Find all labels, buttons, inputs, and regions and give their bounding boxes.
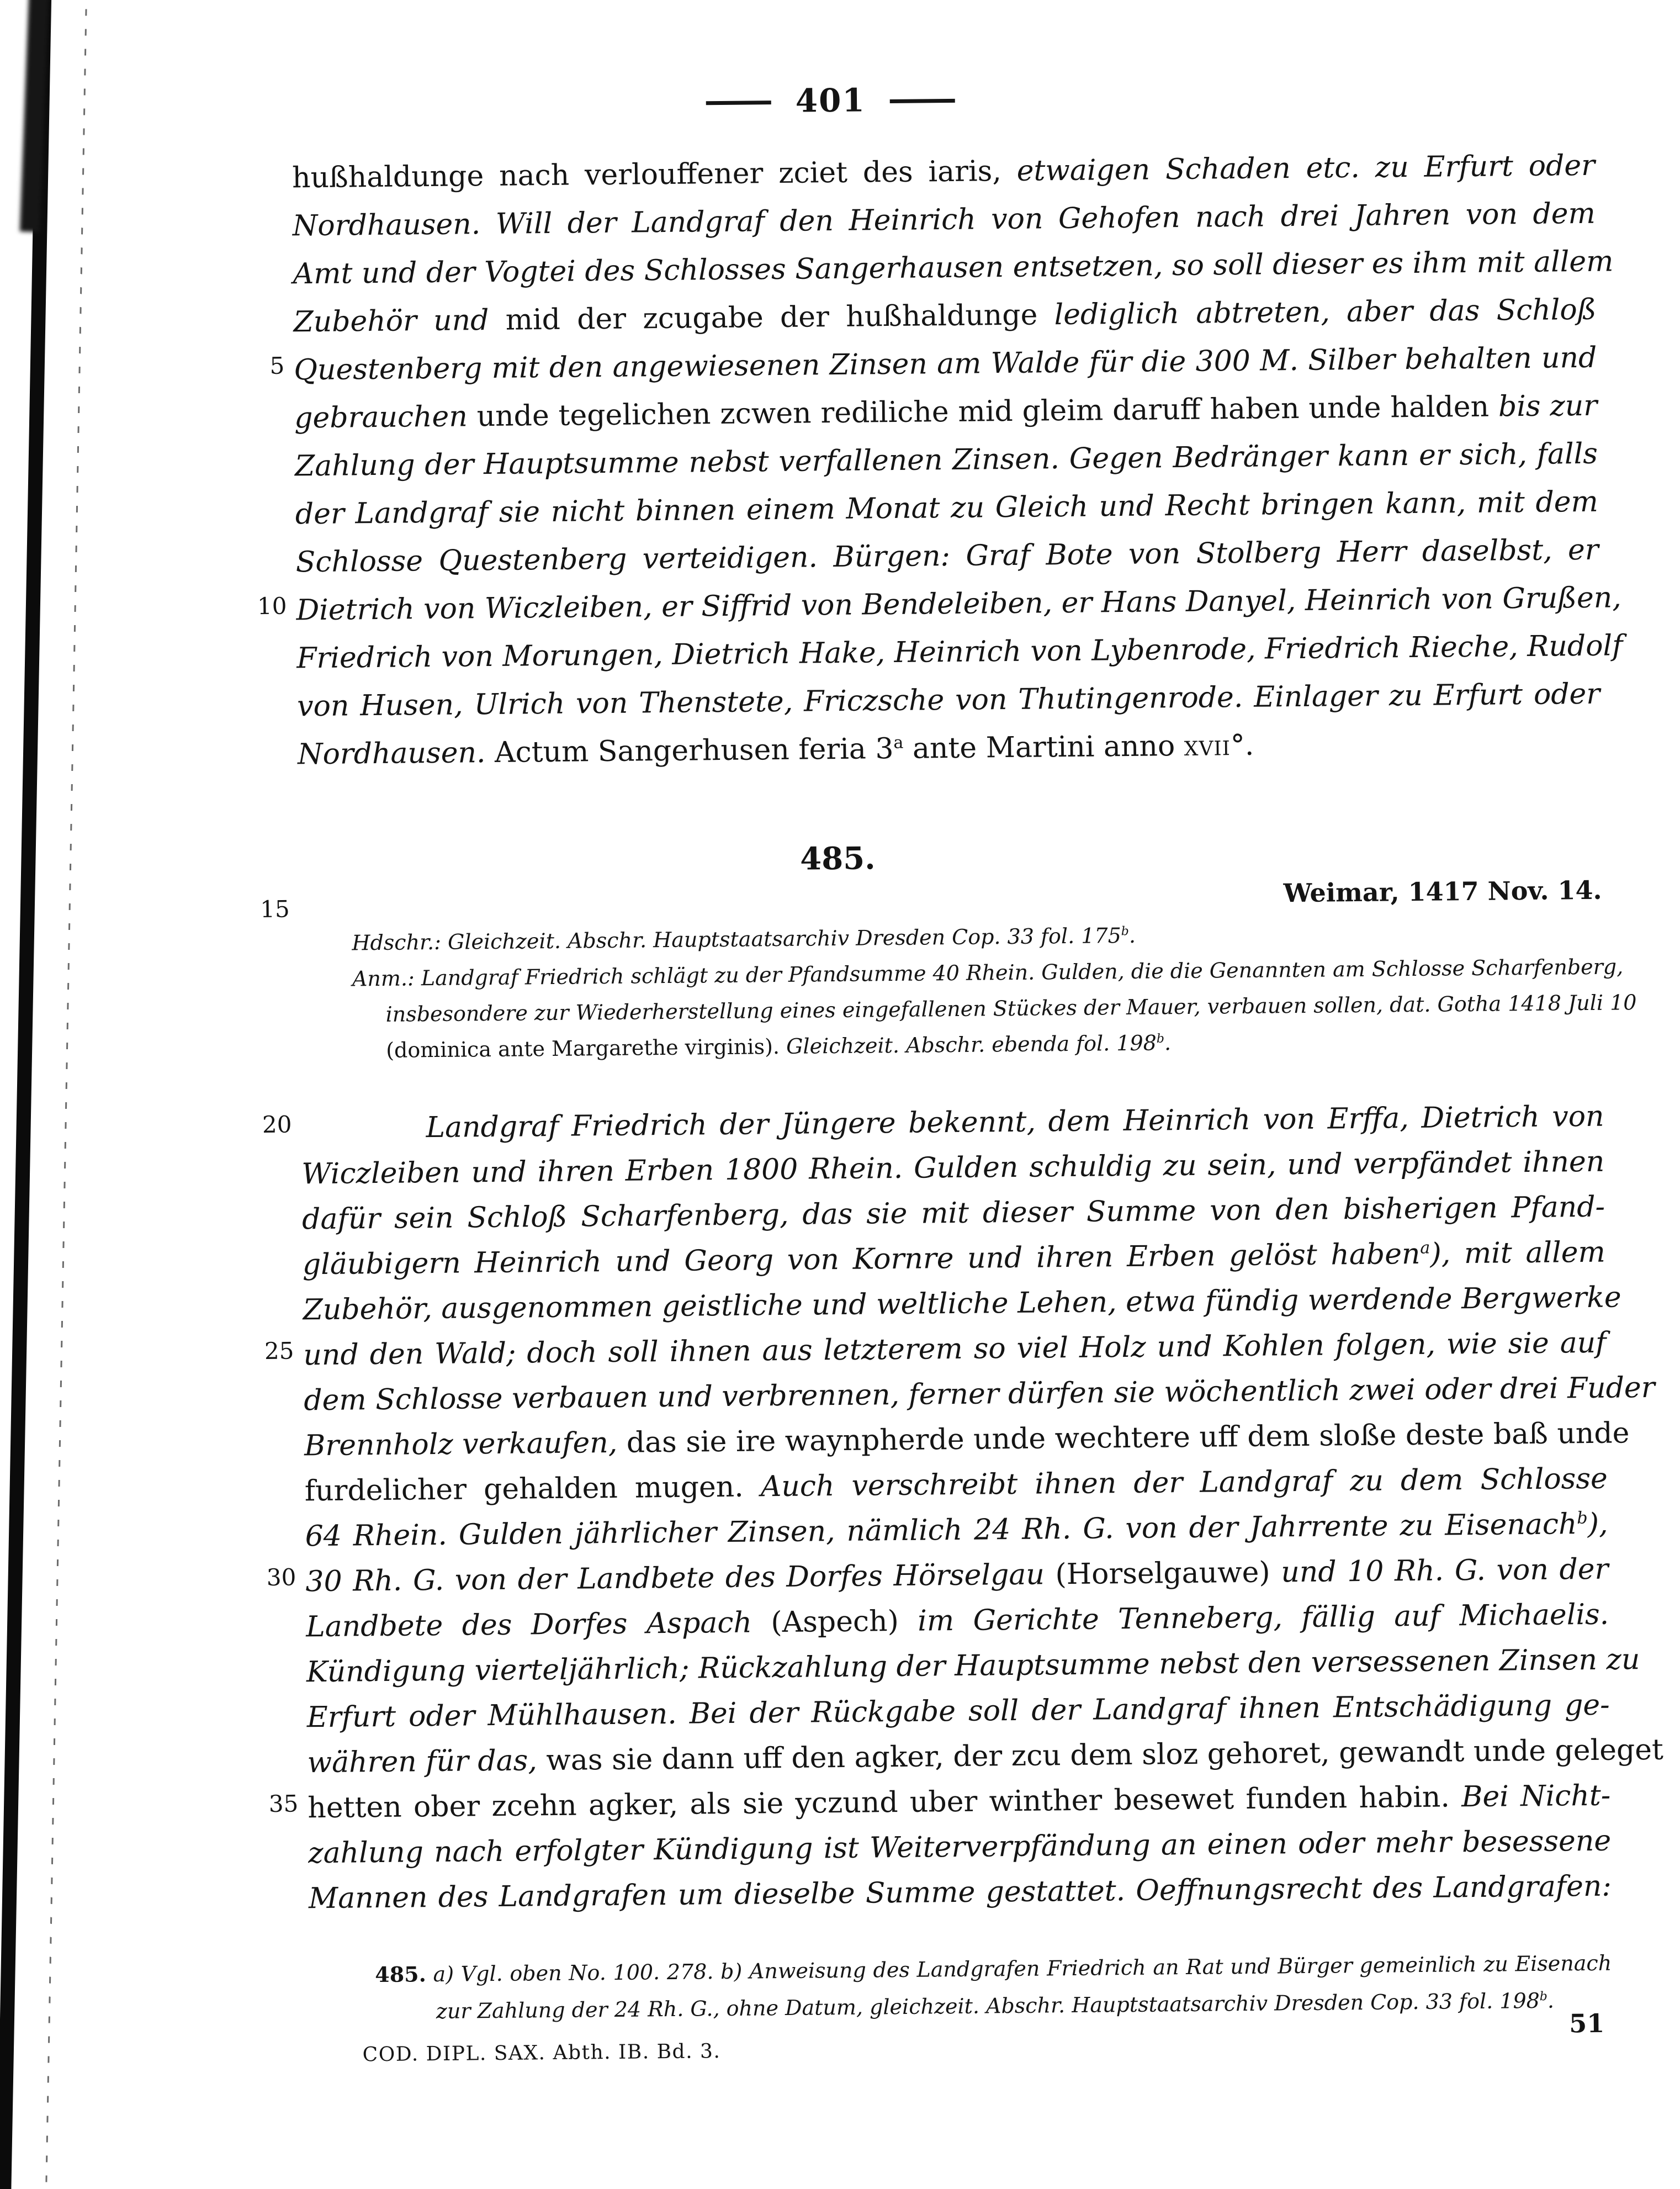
entry-485-heading: 485.: [799, 840, 876, 877]
text-line: Hdschr.: Gleichzeit. Abschr. Hauptstaatsarchiv Dresden Cop. 33 fol. 175$^b$.: [352, 923, 1136, 955]
text-line: Nordhausen. Actum Sangerhusen feria 3$^a$ ante Martini anno xvii°.: [297, 728, 1254, 771]
line-number-30: 30: [266, 1563, 296, 1591]
text-line: Nordhausen. Will der Landgraf den Heinrich von Gehofen nach drei Jahren von dem: [292, 197, 1596, 243]
line-number-5: 5: [269, 352, 285, 379]
text-line: Schlosse Questenberg verteidigen. Bürgen: Graf Bote von Stolberg Herr daselbst, er: [295, 533, 1599, 579]
text-line: Anm.: Landgraf Friedrich schlägt zu der Pfandsumme 40 Rhein. Gulden, die die Genannten am Schlosse Scharfenberg,: [352, 954, 1624, 991]
text-line: Mannen des Landgrafen um dieselbe Summe gestattet. Oeffnungsrecht des Landgrafen:: [308, 1869, 1612, 1916]
text-line: und den Wald; doch soll ihnen aus letzterem so viel Holz und Kohlen folgen, wie sie auf: [303, 1326, 1607, 1372]
text-line: 64 Rhein. Gulden jährlicher Zinsen, nämlich 24 Rh. G. von der Jahrrente zu Eisenach$^b$),: [305, 1507, 1608, 1553]
line-number-10: 10: [257, 592, 287, 620]
entry-485-dateline: Weimar, 1417 Nov. 14.: [1283, 875, 1602, 908]
entry-485-source-note: [352, 916, 1637, 1072]
text-line: 485. a) Vgl. oben No. 100. 278. b) Anweisung des Landgrafen Friedrich an Rat und Bürger gemeinlich zu Eisenach: [375, 1950, 1612, 1987]
text-line: 30 Rh. G. von der Landbete des Dorfes Hörselgau (Horselgauwe) und 10 Rh. G. von der: [305, 1552, 1609, 1599]
text-line: dem Schlosse verbauen und verbrennen, ferner dürfen sie wöchentlich zwei oder drei Fuder: [304, 1371, 1655, 1418]
text-line: hetten ober zcehn agker, als sie yczund uber winther besewet funden habin. Bei Nicht-: [308, 1779, 1611, 1825]
text-line: gebrauchen unde tegelichen zcwen rediliche mid gleim daruff haben unde halden bis zur: [294, 389, 1598, 435]
line-number-35: 35: [268, 1790, 299, 1817]
text-line: Zubehör, ausgenommen geistliche und weltliche Lehen, etwa fündig werdende Bergwerke: [303, 1281, 1621, 1327]
text-line: (dominica ante Margarethe virginis). Gleichzeit. Abschr. ebenda fol. 198$^b$.: [386, 1030, 1172, 1062]
text-line: Friedrich von Morungen, Dietrich Hake, Heinrich von Lybenrode, Friedrich Rieche, Rudolf: [296, 629, 1623, 675]
text-line: Landgraf Friedrich der Jüngere bekennt, dem Heinrich von Erffa, Dietrich von: [426, 1099, 1604, 1145]
sheet-signature-number: 51: [1568, 2008, 1605, 2039]
text-line: Landbete des Dorfes Aspach (Aspech) im Gerichte Tenneberg, fällig auf Michaelis.: [305, 1598, 1609, 1644]
text-line: zahlung nach erfolgter Kündigung ist Weiterverpfändung an einen oder mehr besessene: [308, 1824, 1612, 1870]
text-line: gläubigern Heinrich und Georg von Kornre und ihren Erben gelöst haben$^a$), mit allem: [302, 1235, 1606, 1282]
text-line: zur Zahlung der 24 Rh. G., ohne Datum, gleichzeit. Abschr. Hauptstaatsarchiv Dresden Cop. 33 fol. 198$^b$.: [436, 1988, 1555, 2024]
text-line: Brennholz verkaufen, das sie ire waynpherde unde wechtere uff dem sloße deste baß unde: [304, 1416, 1630, 1463]
page-number: 401: [795, 81, 866, 120]
entry-484-continuation-paragraph: [292, 145, 1623, 782]
header-rule-left: [706, 101, 771, 105]
series-imprint: COD. DIPL. SAX. Abth. IB. Bd. 3.: [362, 2040, 721, 2066]
text-line: der Landgraf sie nicht binnen einem Monat zu Gleich und Recht bringen kann, mit dem: [295, 485, 1599, 531]
entry-485-regest-paragraph: [301, 1096, 1664, 1924]
text-line: Erfurt oder Mühlhausen. Bei der Rückgabe soll der Landgraf ihnen Entschädigung ge-: [306, 1688, 1610, 1735]
text-line: Kündigung vierteljährlich; Rückzahlung der Hauptsumme nebst den versessenen Zinsen zu: [306, 1643, 1640, 1689]
text-line: furdelicher gehalden mugen. Auch verschreibt ihnen der Landgraf zu dem Schlosse: [304, 1462, 1608, 1508]
text-line: Zahlung der Hauptsumme nebst verfallenen Zinsen. Gegen Bedränger kann er sich, falls: [294, 437, 1598, 483]
line-number-15: 15: [260, 895, 290, 923]
text-line: währen für das, was sie dann uff den agker, der zcu dem sloz gehoret, gewandt unde geleget: [307, 1733, 1664, 1780]
page-header: [0, 73, 1671, 127]
text-line: insbesondere zur Wiederherstellung eines eingefallenen Stückes der Mauer, verbauen sollen, dat. Gotha 1418 Juli 10: [385, 990, 1637, 1027]
line-number-20: 20: [262, 1111, 292, 1139]
text-line: dafür sein Schloß Scharfenberg, das sie mit dieser Summe von den bisherigen Pfand-: [301, 1190, 1605, 1236]
text-line: Questenberg mit den angewiesenen Zinsen am Walde für die 300 M. Silber behalten und: [294, 341, 1597, 387]
text-line: von Husen, Ulrich von Thenstete, Friczsche von Thutingenrode. Einlager zu Erfurt oder: [296, 677, 1600, 723]
text-line: Wiczleiben und ihren Erben 1800 Rhein. Gulden schuldig zu sein, und verpfändet ihnen: [301, 1145, 1605, 1191]
line-number-25: 25: [264, 1337, 294, 1365]
text-line: hußhaldunge nach verlouffener zciet des iaris, etwaigen Schaden etc. zu Erfurt oder: [292, 149, 1596, 195]
text-line: Amt und der Vogtei des Schlosses Sangerhausen entsetzen, so soll dieser es ihm mit allem: [293, 245, 1614, 291]
header-rule-right: [890, 99, 955, 103]
text-line: Dietrich von Wiczleiben, er Siffrid von Bendeleiben, er Hans Danyel, Heinrich von Grußen,: [296, 581, 1622, 627]
text-line: Zubehör und mid der zcugabe der hußhaldunge lediglich abtreten, aber das Schloß: [293, 293, 1597, 339]
